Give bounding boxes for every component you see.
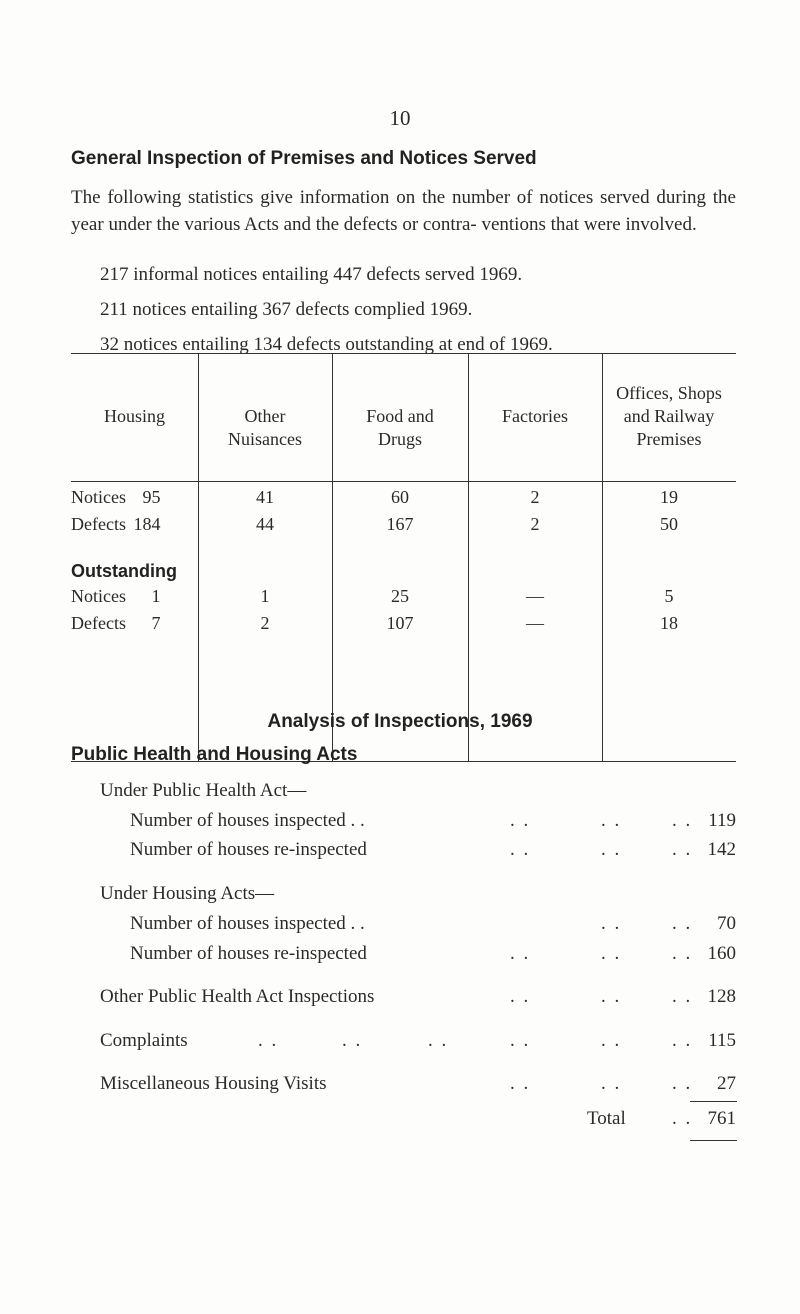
leader-dots: . . [672, 986, 693, 1007]
factories-value: 2 [530, 514, 540, 534]
intro-paragraph: The following statistics give information on the number of notices served during the year under the various Acts and the defects or contra- ventions that were involved. [71, 187, 736, 235]
leader-dots: . . [672, 913, 693, 934]
header-other-line2: Nuisances [228, 429, 302, 449]
leader-dots: . . [672, 1108, 693, 1129]
item-value: 142 [707, 839, 736, 860]
header-food-line1: Food and [366, 406, 434, 426]
leader-dots: . . [510, 1030, 531, 1051]
public-health-heading: Under Public Health Act— [100, 780, 307, 801]
header-factories: Factories [502, 406, 568, 426]
factories-value: — [526, 613, 544, 633]
leader-dots: . . [510, 986, 531, 1007]
item-value: 70 [717, 913, 736, 934]
item-value: 115 [708, 1030, 736, 1051]
summary-line-served: 217 informal notices entailing 447 defects served 1969. [100, 264, 523, 285]
table-top-rule [71, 353, 736, 354]
item-label: Number of houses inspected . . [130, 810, 365, 831]
row-label: Notices [71, 586, 126, 606]
header-other-nuisances [198, 405, 332, 451]
other-value: 41 [256, 487, 274, 507]
leader-dots: . . [601, 839, 622, 860]
header-other-line1: Other [244, 406, 286, 426]
outstanding-label: Outstanding [71, 561, 177, 581]
leader-dots: . . [672, 839, 693, 860]
leader-dots: . . [672, 1030, 693, 1051]
header-food-drugs [332, 405, 468, 451]
total-label: Total [587, 1108, 626, 1129]
housing-value: 1 [151, 586, 161, 606]
leader-dots: . . [510, 810, 531, 831]
leader-dots: . . [672, 1073, 693, 1094]
leader-dots: . . [601, 943, 622, 964]
item-label: Number of houses re-inspected [130, 943, 367, 964]
food-value: 25 [391, 586, 409, 606]
leader-dots: . . [510, 839, 531, 860]
offices-value: 19 [660, 487, 678, 507]
leader-dots: . . [601, 913, 622, 934]
offices-value: 50 [660, 514, 678, 534]
leader-dots: . . [601, 1030, 622, 1051]
item-value: 128 [707, 986, 736, 1007]
header-offices-shops [602, 382, 736, 451]
header-offices-line1: Offices, Shops [616, 383, 722, 403]
housing-value: 184 [133, 514, 161, 534]
leader-dots: . . [601, 1073, 622, 1094]
other-value: 44 [256, 514, 274, 534]
row-label: Notices [71, 487, 126, 507]
item-label: Complaints [100, 1030, 188, 1051]
leader-dots: . . [672, 810, 693, 831]
page-number: 10 [389, 106, 411, 130]
food-value: 60 [391, 487, 409, 507]
total-bottom-rule [690, 1140, 737, 1141]
row-label: Defects [71, 514, 126, 534]
offices-value: 18 [660, 613, 678, 633]
other-value: 1 [260, 586, 270, 606]
item-label: Number of houses inspected . . [130, 913, 365, 934]
leader-dots: . . [342, 1030, 363, 1051]
leader-dots: . . [510, 1073, 531, 1094]
food-value: 167 [386, 514, 414, 534]
offices-value: 5 [664, 586, 674, 606]
leader-dots: . . [672, 943, 693, 964]
item-label: Miscellaneous Housing Visits [100, 1073, 327, 1094]
total-top-rule [690, 1101, 737, 1102]
item-label: Number of houses re-inspected [130, 839, 367, 860]
header-housing: Housing [103, 406, 165, 426]
notices-table [71, 353, 736, 761]
leader-dots: . . [510, 943, 531, 964]
other-value: 2 [260, 613, 270, 633]
header-offices-line3: Premises [636, 429, 702, 449]
row-label: Defects [71, 613, 126, 633]
header-offices-line2: and Railway [623, 406, 715, 426]
item-label: Other Public Health Act Inspections [100, 986, 375, 1007]
leader-dots: . . [601, 810, 622, 831]
housing-acts-heading: Under Housing Acts— [100, 883, 275, 904]
factories-value: — [526, 586, 544, 606]
summary-line-complied: 211 notices entailing 367 defects complied 1969. [100, 299, 473, 320]
item-value: 27 [717, 1073, 736, 1094]
summary-line-outstanding: 32 notices entailing 134 defects outstanding at end of 1969. [100, 334, 553, 355]
total-value: 761 [707, 1108, 736, 1129]
housing-value: 7 [151, 613, 161, 633]
leader-dots: . . [428, 1030, 449, 1051]
analysis-subtitle: Public Health and Housing Acts [71, 744, 358, 765]
housing-value: 95 [142, 487, 161, 507]
factories-value: 2 [530, 487, 540, 507]
item-value: 119 [708, 810, 736, 831]
table-header-rule [71, 481, 736, 482]
analysis-title: Analysis of Inspections, 1969 [267, 711, 533, 732]
page-title: General Inspection of Premises and Notices Served [71, 148, 537, 169]
leader-dots: . . [258, 1030, 279, 1051]
header-food-line2: Drugs [378, 429, 422, 449]
food-value: 107 [386, 613, 414, 633]
item-value: 160 [707, 943, 736, 964]
leader-dots: . . [601, 986, 622, 1007]
